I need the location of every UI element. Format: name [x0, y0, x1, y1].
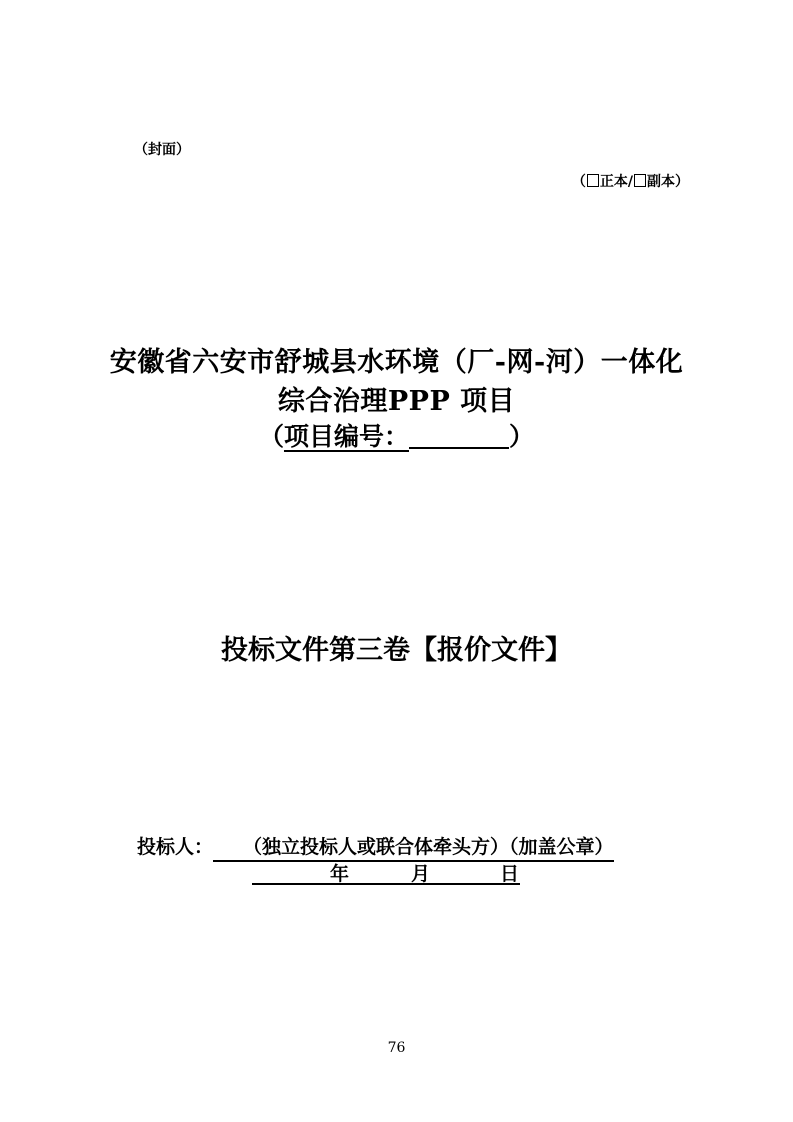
- edition-open: （: [571, 174, 586, 190]
- edition-selector: [572, 171, 689, 191]
- date-year: 年: [330, 863, 350, 885]
- date-month: 月: [411, 863, 431, 885]
- bidder-label: 投标人：: [137, 836, 214, 858]
- original-label: 正本/: [599, 174, 633, 190]
- project-number-close: ）: [509, 422, 535, 451]
- project-number-blank: [409, 425, 509, 449]
- original-checkbox[interactable]: [587, 174, 599, 187]
- cover-label: （封面）: [134, 142, 190, 158]
- page-number: 76: [387, 1040, 406, 1056]
- date-row: [252, 859, 520, 885]
- project-number-label: 项目编号：: [283, 422, 409, 451]
- volume-title: 投标文件第三卷【报价文件】: [221, 635, 572, 666]
- copy-label: 副本）: [647, 174, 689, 190]
- bidder-row: [137, 832, 614, 862]
- title-line-1: 安徽省六安市舒城县水环境（厂-网-河）一体化: [109, 347, 684, 378]
- project-number-open: （: [258, 422, 284, 451]
- copy-checkbox[interactable]: [634, 174, 646, 187]
- date-day: 日: [500, 863, 520, 885]
- title-line-2: 综合治理PPP 项目: [277, 386, 516, 417]
- bidder-value: （独立投标人或联合体牵头方）（加盖公章）: [213, 832, 614, 862]
- project-number: [0, 417, 793, 453]
